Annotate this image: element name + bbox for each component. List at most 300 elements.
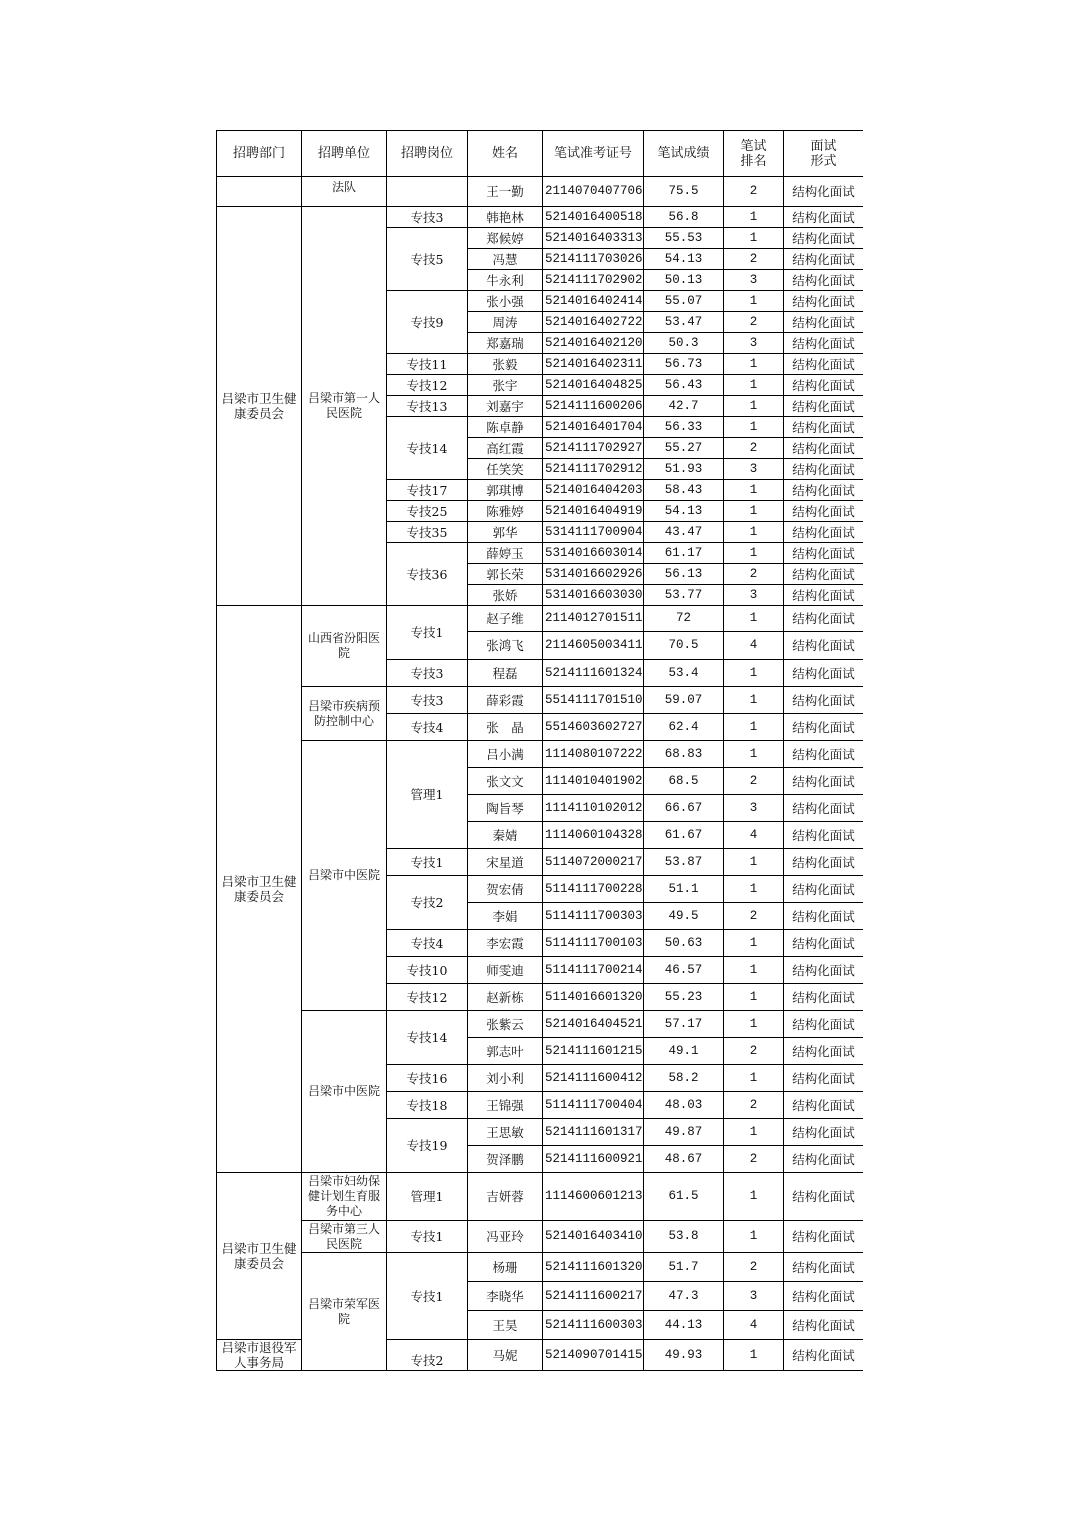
rank-cell: 1 xyxy=(724,1340,784,1371)
name-cell: 郭琪博 xyxy=(468,480,543,501)
name-cell: 张文文 xyxy=(468,768,543,795)
dept-cell-empty xyxy=(217,177,302,207)
unit-cell: 吕梁市妇幼保健计划生育服务中心 xyxy=(302,1173,387,1221)
name-cell: 郑嘉瑞 xyxy=(468,333,543,354)
name-cell: 李娟 xyxy=(468,903,543,930)
score-cell: 53.87 xyxy=(644,849,724,876)
score-cell: 54.13 xyxy=(644,501,724,522)
interview-form-cell: 结构化面试 xyxy=(784,207,864,228)
name-cell: 冯慧 xyxy=(468,249,543,270)
interview-form-cell: 结构化面试 xyxy=(784,632,864,660)
dept-cell: 吕梁市卫生健康委员会 xyxy=(217,207,302,606)
rank-cell: 2 xyxy=(724,1146,784,1173)
exam-id-cell: 5214090701415 xyxy=(543,1340,644,1371)
score-cell: 59.07 xyxy=(644,687,724,714)
interview-form-cell: 结构化面试 xyxy=(784,741,864,768)
score-cell: 49.1 xyxy=(644,1038,724,1065)
score-cell: 50.13 xyxy=(644,270,724,291)
rank-cell: 1 xyxy=(724,543,784,564)
rank-cell: 1 xyxy=(724,522,784,543)
interview-form-cell: 结构化面试 xyxy=(784,1146,864,1173)
rank-cell: 1 xyxy=(724,714,784,741)
exam-id-cell: 5314016603030 xyxy=(543,585,644,606)
post-cell: 专技14 xyxy=(387,417,468,480)
name-cell: 薛彩霞 xyxy=(468,687,543,714)
score-cell: 61.17 xyxy=(644,543,724,564)
score-cell: 72 xyxy=(644,606,724,632)
interview-form-cell: 结构化面试 xyxy=(784,291,864,312)
name-cell: 马妮 xyxy=(468,1340,543,1371)
exam-id-cell: 5214111600217 xyxy=(543,1282,644,1311)
table-row xyxy=(217,1253,864,1282)
score-cell: 50.3 xyxy=(644,333,724,354)
unit-cell: 吕梁市第三人民医院 xyxy=(302,1221,387,1253)
interview-form-cell: 结构化面试 xyxy=(784,1282,864,1311)
interview-form-cell: 结构化面试 xyxy=(784,1340,864,1371)
interview-form-cell: 结构化面试 xyxy=(784,822,864,849)
score-cell: 42.7 xyxy=(644,396,724,417)
post-cell: 专技12 xyxy=(387,984,468,1011)
name-cell: 陈雅婷 xyxy=(468,501,543,522)
rank-cell: 1 xyxy=(724,1011,784,1038)
score-cell: 55.07 xyxy=(644,291,724,312)
score-cell: 55.23 xyxy=(644,984,724,1011)
name-cell: 任笑笑 xyxy=(468,459,543,480)
table-row xyxy=(217,741,864,768)
score-cell: 68.83 xyxy=(644,741,724,768)
interview-form-cell: 结构化面试 xyxy=(784,396,864,417)
exam-id-cell: 5114111700103 xyxy=(543,930,644,957)
score-cell: 75.5 xyxy=(644,177,724,207)
score-cell: 43.47 xyxy=(644,522,724,543)
rank-cell: 1 xyxy=(724,480,784,501)
name-cell: 薛婷玉 xyxy=(468,543,543,564)
score-cell: 56.73 xyxy=(644,354,724,375)
exam-id-cell: 5214111600206 xyxy=(543,396,644,417)
post-cell: 专技18 xyxy=(387,1092,468,1119)
rank-cell: 1 xyxy=(724,207,784,228)
exam-id-cell: 5314016603014 xyxy=(543,543,644,564)
name-cell: 吉妍蓉 xyxy=(468,1173,543,1221)
rank-cell: 2 xyxy=(724,312,784,333)
interview-form-cell: 结构化面试 xyxy=(784,930,864,957)
cell-text: 专技2 xyxy=(410,1352,444,1368)
score-cell: 54.13 xyxy=(644,249,724,270)
post-cell: 专技13 xyxy=(387,396,468,417)
interview-form-cell: 结构化面试 xyxy=(784,522,864,543)
results-table-sheet xyxy=(216,130,863,1378)
rank-cell: 1 xyxy=(724,849,784,876)
rank-cell: 1 xyxy=(724,501,784,522)
post-cell: 管理1 xyxy=(387,1173,468,1221)
interview-form-cell: 结构化面试 xyxy=(784,564,864,585)
score-cell: 61.67 xyxy=(644,822,724,849)
table-row xyxy=(217,1173,864,1221)
exam-id-cell: 5214016402311 xyxy=(543,354,644,375)
rank-cell: 3 xyxy=(724,585,784,606)
header-dept: 招聘部门 xyxy=(217,131,302,177)
name-cell: 冯亚玲 xyxy=(468,1221,543,1253)
exam-id-cell: 2114605003411 xyxy=(543,632,644,660)
post-cell: 专技35 xyxy=(387,522,468,543)
unit-cell: 山西省汾阳医院 xyxy=(302,606,387,687)
name-cell: 高红霞 xyxy=(468,438,543,459)
name-cell: 张毅 xyxy=(468,354,543,375)
rank-cell: 1 xyxy=(724,354,784,375)
exam-id-cell: 5214016404521 xyxy=(543,1011,644,1038)
score-cell: 56.43 xyxy=(644,375,724,396)
rank-cell: 2 xyxy=(724,249,784,270)
exam-id-cell: 5114072000217 xyxy=(543,849,644,876)
header-post: 招聘岗位 xyxy=(387,131,468,177)
table-row xyxy=(217,687,864,714)
cell-text: 法队 xyxy=(331,180,356,194)
interview-form-cell: 结构化面试 xyxy=(784,1311,864,1340)
post-cell: 专技14 xyxy=(387,1011,468,1065)
rank-cell: 3 xyxy=(724,1282,784,1311)
post-cell: 专技1 xyxy=(387,1253,468,1340)
exam-id-cell: 5214016401704 xyxy=(543,417,644,438)
post-cell: 专技5 xyxy=(387,228,468,291)
interview-form-cell: 结构化面试 xyxy=(784,876,864,903)
rank-cell: 4 xyxy=(724,1311,784,1340)
post-cell: 专技3 xyxy=(387,687,468,714)
rank-cell: 1 xyxy=(724,1173,784,1221)
score-cell: 51.93 xyxy=(644,459,724,480)
exam-id-cell: 5114111700228 xyxy=(543,876,644,903)
name-cell: 郭志叶 xyxy=(468,1038,543,1065)
name-cell: 张鸿飞 xyxy=(468,632,543,660)
name-cell: 王一勤 xyxy=(468,177,543,207)
exam-id-cell: 5214111601317 xyxy=(543,1119,644,1146)
interview-form-cell: 结构化面试 xyxy=(784,459,864,480)
interview-form-cell: 结构化面试 xyxy=(784,1119,864,1146)
name-cell: 张宇 xyxy=(468,375,543,396)
name-cell: 王思敏 xyxy=(468,1119,543,1146)
unit-cell xyxy=(302,177,387,207)
post-cell: 专技2 xyxy=(387,876,468,930)
interview-form-cell: 结构化面试 xyxy=(784,606,864,632)
post-cell: 专技3 xyxy=(387,207,468,228)
score-cell: 53.47 xyxy=(644,312,724,333)
exam-id-cell: 5114111700303 xyxy=(543,903,644,930)
interview-form-cell: 结构化面试 xyxy=(784,1092,864,1119)
name-cell: 张紫云 xyxy=(468,1011,543,1038)
exam-id-cell: 5114016601320 xyxy=(543,984,644,1011)
post-cell xyxy=(387,1340,468,1371)
rank-cell: 1 xyxy=(724,930,784,957)
interview-form-cell: 结构化面试 xyxy=(784,795,864,822)
interview-form-cell: 结构化面试 xyxy=(784,333,864,354)
rank-cell: 1 xyxy=(724,417,784,438)
table-row xyxy=(217,177,864,207)
score-cell: 58.2 xyxy=(644,1065,724,1092)
exam-id-cell: 5214111600412 xyxy=(543,1065,644,1092)
post-cell: 专技9 xyxy=(387,291,468,354)
score-cell: 70.5 xyxy=(644,632,724,660)
exam-id-cell: 2114012701511 xyxy=(543,606,644,632)
rank-cell: 1 xyxy=(724,1119,784,1146)
interview-form-cell: 结构化面试 xyxy=(784,714,864,741)
rank-cell: 2 xyxy=(724,1092,784,1119)
exam-id-cell: 5214111702927 xyxy=(543,438,644,459)
score-cell: 53.8 xyxy=(644,1221,724,1253)
interview-form-cell: 结构化面试 xyxy=(784,1221,864,1253)
post-cell: 专技1 xyxy=(387,1221,468,1253)
interview-form-cell: 结构化面试 xyxy=(784,585,864,606)
dept-cell: 吕梁市卫生健康委员会 xyxy=(217,1173,302,1340)
name-cell: 李晓华 xyxy=(468,1282,543,1311)
name-cell: 赵子维 xyxy=(468,606,543,632)
score-cell: 58.43 xyxy=(644,480,724,501)
dept-cell: 吕梁市卫生健康委员会 xyxy=(217,606,302,1173)
header-row xyxy=(217,131,864,177)
score-cell: 49.5 xyxy=(644,903,724,930)
interview-form-cell: 结构化面试 xyxy=(784,1011,864,1038)
rank-cell: 1 xyxy=(724,396,784,417)
exam-id-cell: 5214016402414 xyxy=(543,291,644,312)
interview-form-cell: 结构化面试 xyxy=(784,375,864,396)
interview-form-cell: 结构化面试 xyxy=(784,849,864,876)
exam-id-cell: 5214016403313 xyxy=(543,228,644,249)
exam-id-cell: 5214016402722 xyxy=(543,312,644,333)
score-cell: 55.53 xyxy=(644,228,724,249)
name-cell: 韩艳林 xyxy=(468,207,543,228)
exam-id-cell: 1114010401902 xyxy=(543,768,644,795)
exam-id-cell: 5314111700904 xyxy=(543,522,644,543)
name-cell: 秦婧 xyxy=(468,822,543,849)
post-cell: 专技36 xyxy=(387,543,468,606)
header-score: 笔试成绩 xyxy=(644,131,724,177)
rank-cell: 1 xyxy=(724,1065,784,1092)
name-cell: 王昊 xyxy=(468,1311,543,1340)
name-cell: 杨珊 xyxy=(468,1253,543,1282)
post-cell: 管理1 xyxy=(387,741,468,849)
rank-cell: 3 xyxy=(724,270,784,291)
rank-cell: 1 xyxy=(724,741,784,768)
interview-form-cell: 结构化面试 xyxy=(784,312,864,333)
unit-cell: 吕梁市中医院 xyxy=(302,741,387,1011)
table-row xyxy=(217,207,864,228)
rank-cell: 2 xyxy=(724,177,784,207)
rank-cell: 1 xyxy=(724,876,784,903)
interview-form-cell: 结构化面试 xyxy=(784,543,864,564)
name-cell: 刘小利 xyxy=(468,1065,543,1092)
interview-form-cell: 结构化面试 xyxy=(784,438,864,459)
post-cell: 专技19 xyxy=(387,1119,468,1173)
name-cell: 周涛 xyxy=(468,312,543,333)
score-cell: 49.87 xyxy=(644,1119,724,1146)
rank-cell: 1 xyxy=(724,984,784,1011)
interview-form-cell: 结构化面试 xyxy=(784,1253,864,1282)
exam-id-cell: 1114110102012 xyxy=(543,795,644,822)
post-cell: 专技12 xyxy=(387,375,468,396)
score-cell: 55.27 xyxy=(644,438,724,459)
interview-form-cell: 结构化面试 xyxy=(784,957,864,984)
rank-cell: 1 xyxy=(724,291,784,312)
name-cell: 赵新栋 xyxy=(468,984,543,1011)
score-cell: 53.77 xyxy=(644,585,724,606)
name-cell: 刘嘉宇 xyxy=(468,396,543,417)
exam-id-cell: 5214111601324 xyxy=(543,660,644,687)
rank-cell: 1 xyxy=(724,687,784,714)
rank-cell: 1 xyxy=(724,957,784,984)
name-cell: 郑候婷 xyxy=(468,228,543,249)
name-cell: 郭华 xyxy=(468,522,543,543)
name-cell: 吕小满 xyxy=(468,741,543,768)
name-cell: 郭长荣 xyxy=(468,564,543,585)
post-cell: 专技1 xyxy=(387,606,468,660)
score-cell: 62.4 xyxy=(644,714,724,741)
post-cell: 专技17 xyxy=(387,480,468,501)
rank-cell: 1 xyxy=(724,1221,784,1253)
exam-id-cell: 5214016403410 xyxy=(543,1221,644,1253)
rank-cell: 4 xyxy=(724,632,784,660)
score-cell: 48.67 xyxy=(644,1146,724,1173)
table-row xyxy=(217,1011,864,1038)
score-cell: 48.03 xyxy=(644,1092,724,1119)
score-cell: 56.8 xyxy=(644,207,724,228)
exam-id-cell: 5314016602926 xyxy=(543,564,644,585)
post-cell-empty xyxy=(387,177,468,207)
post-cell: 专技1 xyxy=(387,849,468,876)
results-table xyxy=(216,130,863,1371)
name-cell: 王锦强 xyxy=(468,1092,543,1119)
rank-cell: 2 xyxy=(724,438,784,459)
header-rank: 笔试 排名 xyxy=(724,131,784,177)
unit-cell: 吕梁市疾病预防控制中心 xyxy=(302,687,387,741)
interview-form-cell: 结构化面试 xyxy=(784,249,864,270)
exam-id-cell: 5214111601320 xyxy=(543,1253,644,1282)
interview-form-cell: 结构化面试 xyxy=(784,660,864,687)
interview-form-cell: 结构化面试 xyxy=(784,687,864,714)
score-cell: 46.57 xyxy=(644,957,724,984)
exam-id-cell: 5214016404919 xyxy=(543,501,644,522)
rank-cell: 3 xyxy=(724,795,784,822)
score-cell: 44.13 xyxy=(644,1311,724,1340)
rank-cell: 2 xyxy=(724,1253,784,1282)
rank-cell: 3 xyxy=(724,333,784,354)
exam-id-cell: 2114070407706 xyxy=(543,177,644,207)
interview-form-cell: 结构化面试 xyxy=(784,1038,864,1065)
interview-form-cell: 结构化面试 xyxy=(784,480,864,501)
name-cell: 程磊 xyxy=(468,660,543,687)
interview-form-cell: 结构化面试 xyxy=(784,1173,864,1221)
post-cell: 专技10 xyxy=(387,957,468,984)
exam-id-cell: 5214111600921 xyxy=(543,1146,644,1173)
exam-id-cell: 5214111600303 xyxy=(543,1311,644,1340)
rank-cell: 2 xyxy=(724,768,784,795)
interview-form-cell: 结构化面试 xyxy=(784,228,864,249)
name-cell: 宋星道 xyxy=(468,849,543,876)
unit-cell: 吕梁市中医院 xyxy=(302,1011,387,1173)
score-cell: 57.17 xyxy=(644,1011,724,1038)
rank-cell: 2 xyxy=(724,1038,784,1065)
score-cell: 68.5 xyxy=(644,768,724,795)
dept-cell: 吕梁市退役军人事务局 xyxy=(217,1340,302,1371)
post-cell: 专技4 xyxy=(387,714,468,741)
exam-id-cell: 5214016402120 xyxy=(543,333,644,354)
post-cell: 专技16 xyxy=(387,1065,468,1092)
interview-form-cell: 结构化面试 xyxy=(784,417,864,438)
rank-cell: 2 xyxy=(724,903,784,930)
header-name: 姓名 xyxy=(468,131,543,177)
exam-id-cell: 5214016404203 xyxy=(543,480,644,501)
post-cell: 专技25 xyxy=(387,501,468,522)
interview-form-cell: 结构化面试 xyxy=(784,270,864,291)
score-cell: 49.93 xyxy=(644,1340,724,1371)
exam-id-cell: 5214111702902 xyxy=(543,270,644,291)
header-unit: 招聘单位 xyxy=(302,131,387,177)
score-cell: 53.4 xyxy=(644,660,724,687)
unit-cell: 吕梁市第一人民医院 xyxy=(302,207,387,606)
post-cell: 专技3 xyxy=(387,660,468,687)
name-cell: 张小强 xyxy=(468,291,543,312)
score-cell: 66.67 xyxy=(644,795,724,822)
interview-form-cell: 结构化面试 xyxy=(784,354,864,375)
score-cell: 50.63 xyxy=(644,930,724,957)
exam-id-cell: 1114060104328 xyxy=(543,822,644,849)
name-cell: 贺泽鹏 xyxy=(468,1146,543,1173)
exam-id-cell: 1114080107222 xyxy=(543,741,644,768)
post-cell: 专技4 xyxy=(387,930,468,957)
score-cell: 56.13 xyxy=(644,564,724,585)
post-cell: 专技11 xyxy=(387,354,468,375)
exam-id-cell: 5214111702912 xyxy=(543,459,644,480)
score-cell: 56.33 xyxy=(644,417,724,438)
name-cell: 张 晶 xyxy=(468,714,543,741)
interview-form-cell: 结构化面试 xyxy=(784,768,864,795)
header-interview-form: 面试 形式 xyxy=(784,131,864,177)
rank-cell: 1 xyxy=(724,228,784,249)
header-exam-id: 笔试准考证号 xyxy=(543,131,644,177)
interview-form-cell: 结构化面试 xyxy=(784,177,864,207)
exam-id-cell: 5514111701510 xyxy=(543,687,644,714)
name-cell: 张娇 xyxy=(468,585,543,606)
table-row xyxy=(217,1221,864,1253)
unit-cell: 吕梁市荣军医院 xyxy=(302,1253,387,1371)
rank-cell: 4 xyxy=(724,822,784,849)
rank-cell: 1 xyxy=(724,606,784,632)
name-cell: 陶旨琴 xyxy=(468,795,543,822)
rank-cell: 2 xyxy=(724,564,784,585)
score-cell: 51.7 xyxy=(644,1253,724,1282)
score-cell: 51.1 xyxy=(644,876,724,903)
rank-cell: 1 xyxy=(724,375,784,396)
interview-form-cell: 结构化面试 xyxy=(784,501,864,522)
name-cell: 牛永利 xyxy=(468,270,543,291)
exam-id-cell: 1114600601213 xyxy=(543,1173,644,1221)
exam-id-cell: 5114111700404 xyxy=(543,1092,644,1119)
score-cell: 47.3 xyxy=(644,1282,724,1311)
exam-id-cell: 5514603602727 xyxy=(543,714,644,741)
exam-id-cell: 5114111700214 xyxy=(543,957,644,984)
exam-id-cell: 5214111703026 xyxy=(543,249,644,270)
score-cell: 61.5 xyxy=(644,1173,724,1221)
interview-form-cell: 结构化面试 xyxy=(784,1065,864,1092)
rank-cell: 1 xyxy=(724,660,784,687)
interview-form-cell: 结构化面试 xyxy=(784,903,864,930)
name-cell: 贺宏倩 xyxy=(468,876,543,903)
name-cell: 李宏霞 xyxy=(468,930,543,957)
table-row xyxy=(217,606,864,632)
exam-id-cell: 5214016404825 xyxy=(543,375,644,396)
exam-id-cell: 5214111601215 xyxy=(543,1038,644,1065)
name-cell: 陈卓静 xyxy=(468,417,543,438)
interview-form-cell: 结构化面试 xyxy=(784,984,864,1011)
rank-cell: 3 xyxy=(724,459,784,480)
exam-id-cell: 5214016400518 xyxy=(543,207,644,228)
